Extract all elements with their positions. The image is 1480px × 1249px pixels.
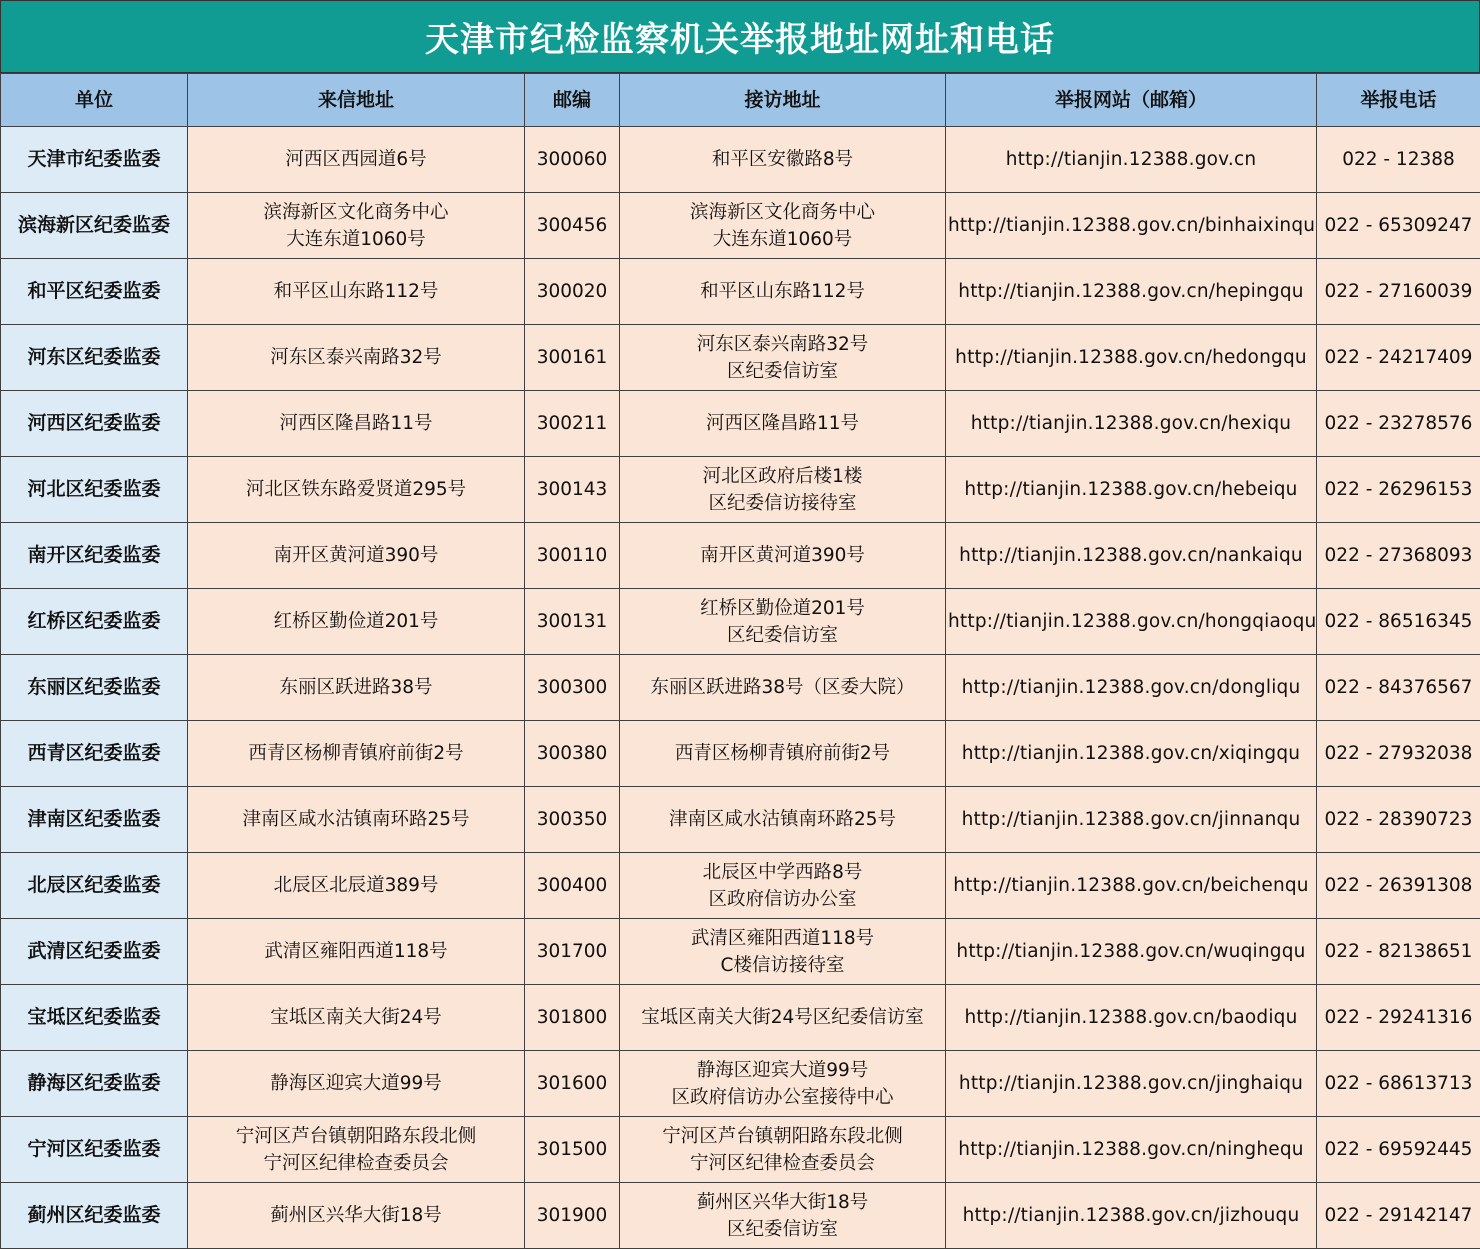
phone-cell: 022 - 65309247 — [1317, 193, 1480, 259]
postcode-cell: 300400 — [525, 853, 620, 919]
page-title: 天津市纪检监察机关举报地址网址和电话 — [0, 0, 1480, 73]
website-link[interactable]: http://tianjin.12388.gov.cn/baodiqu — [946, 985, 1317, 1051]
visit-address-cell: 南开区黄河道390号 — [620, 523, 946, 589]
postcode-cell: 300380 — [525, 721, 620, 787]
mail-address-cell: 东丽区跃进路38号 — [188, 655, 525, 721]
mail-address-cell: 西青区杨柳青镇府前街2号 — [188, 721, 525, 787]
mail-address-cell: 和平区山东路112号 — [188, 259, 525, 325]
postcode-cell: 300350 — [525, 787, 620, 853]
table-row — [1, 457, 1480, 523]
mail-address-cell: 北辰区北辰道389号 — [188, 853, 525, 919]
phone-cell: 022 - 27932038 — [1317, 721, 1480, 787]
postcode-cell: 300300 — [525, 655, 620, 721]
mail-address-cell: 南开区黄河道390号 — [188, 523, 525, 589]
website-link[interactable]: http://tianjin.12388.gov.cn/dongliqu — [946, 655, 1317, 721]
unit-cell: 天津市纪委监委 — [1, 127, 188, 193]
unit-cell: 河北区纪委监委 — [1, 457, 188, 523]
unit-cell: 宁河区纪委监委 — [1, 1117, 188, 1183]
table-row — [1, 1051, 1480, 1117]
visit-address-cell: 静海区迎宾大道99号 区政府信访办公室接待中心 — [620, 1051, 946, 1117]
visit-address-cell: 河西区隆昌路11号 — [620, 391, 946, 457]
mail-address-cell: 河北区铁东路爱贤道295号 — [188, 457, 525, 523]
phone-cell: 022 - 23278576 — [1317, 391, 1480, 457]
table-row — [1, 1117, 1480, 1183]
mail-address-cell: 宝坻区南关大街24号 — [188, 985, 525, 1051]
postcode-cell: 301500 — [525, 1117, 620, 1183]
postcode-cell: 301900 — [525, 1183, 620, 1249]
website-link[interactable]: http://tianjin.12388.gov.cn/wuqingqu — [946, 919, 1317, 985]
table-row — [1, 985, 1480, 1051]
column-header-website: 举报网站（邮箱） — [946, 74, 1317, 127]
unit-cell: 静海区纪委监委 — [1, 1051, 188, 1117]
table-row — [1, 127, 1480, 193]
visit-address-cell: 宁河区芦台镇朝阳路东段北侧 宁河区纪律检查委员会 — [620, 1117, 946, 1183]
mail-address-cell: 津南区咸水沽镇南环路25号 — [188, 787, 525, 853]
postcode-cell: 301600 — [525, 1051, 620, 1117]
column-header-phone: 举报电话 — [1317, 74, 1480, 127]
website-link[interactable]: http://tianjin.12388.gov.cn/jinnanqu — [946, 787, 1317, 853]
postcode-cell: 301700 — [525, 919, 620, 985]
unit-cell: 北辰区纪委监委 — [1, 853, 188, 919]
visit-address-cell: 北辰区中学西路8号 区政府信访办公室 — [620, 853, 946, 919]
website-link[interactable]: http://tianjin.12388.gov.cn/hedongqu — [946, 325, 1317, 391]
unit-cell: 河东区纪委监委 — [1, 325, 188, 391]
phone-cell: 022 - 26391308 — [1317, 853, 1480, 919]
visit-address-cell: 津南区咸水沽镇南环路25号 — [620, 787, 946, 853]
phone-cell: 022 - 82138651 — [1317, 919, 1480, 985]
column-header-mail-address: 来信地址 — [188, 74, 525, 127]
visit-address-cell: 宝坻区南关大街24号区纪委信访室 — [620, 985, 946, 1051]
table-row — [1, 193, 1480, 259]
website-link[interactable]: http://tianjin.12388.gov.cn/nankaiqu — [946, 523, 1317, 589]
phone-cell: 022 - 86516345 — [1317, 589, 1480, 655]
phone-cell: 022 - 29241316 — [1317, 985, 1480, 1051]
visit-address-cell: 和平区山东路112号 — [620, 259, 946, 325]
postcode-cell: 300131 — [525, 589, 620, 655]
postcode-cell: 300060 — [525, 127, 620, 193]
website-link[interactable]: http://tianjin.12388.gov.cn/hepingqu — [946, 259, 1317, 325]
unit-cell: 武清区纪委监委 — [1, 919, 188, 985]
mail-address-cell: 蓟州区兴华大街18号 — [188, 1183, 525, 1249]
column-header-unit: 单位 — [1, 74, 188, 127]
column-header-visit-address: 接访地址 — [620, 74, 946, 127]
table-row — [1, 919, 1480, 985]
postcode-cell: 300110 — [525, 523, 620, 589]
phone-cell: 022 - 27368093 — [1317, 523, 1480, 589]
website-link[interactable]: http://tianjin.12388.gov.cn/hexiqu — [946, 391, 1317, 457]
website-link[interactable]: http://tianjin.12388.gov.cn/binhaixinqu — [946, 193, 1317, 259]
phone-cell: 022 - 29142147 — [1317, 1183, 1480, 1249]
postcode-cell: 301800 — [525, 985, 620, 1051]
visit-address-cell: 和平区安徽路8号 — [620, 127, 946, 193]
website-link[interactable]: http://tianjin.12388.gov.cn/xiqingqu — [946, 721, 1317, 787]
unit-cell: 红桥区纪委监委 — [1, 589, 188, 655]
mail-address-cell: 滨海新区文化商务中心 大连东道1060号 — [188, 193, 525, 259]
table-row — [1, 589, 1480, 655]
phone-cell: 022 - 27160039 — [1317, 259, 1480, 325]
visit-address-cell: 滨海新区文化商务中心 大连东道1060号 — [620, 193, 946, 259]
postcode-cell: 300161 — [525, 325, 620, 391]
table-header-row — [1, 74, 1480, 127]
phone-cell: 022 - 68613713 — [1317, 1051, 1480, 1117]
report-contacts-table — [0, 73, 1480, 1249]
postcode-cell: 300020 — [525, 259, 620, 325]
postcode-cell: 300143 — [525, 457, 620, 523]
table-row — [1, 391, 1480, 457]
unit-cell: 和平区纪委监委 — [1, 259, 188, 325]
website-link[interactable]: http://tianjin.12388.gov.cn/hongqiaoqu — [946, 589, 1317, 655]
mail-address-cell: 河西区隆昌路11号 — [188, 391, 525, 457]
website-link[interactable]: http://tianjin.12388.gov.cn — [946, 127, 1317, 193]
visit-address-cell: 蓟州区兴华大街18号 区纪委信访室 — [620, 1183, 946, 1249]
mail-address-cell: 宁河区芦台镇朝阳路东段北侧 宁河区纪律检查委员会 — [188, 1117, 525, 1183]
table-body — [1, 127, 1480, 1249]
unit-cell: 滨海新区纪委监委 — [1, 193, 188, 259]
unit-cell: 东丽区纪委监委 — [1, 655, 188, 721]
postcode-cell: 300211 — [525, 391, 620, 457]
mail-address-cell: 静海区迎宾大道99号 — [188, 1051, 525, 1117]
mail-address-cell: 河西区西园道6号 — [188, 127, 525, 193]
website-link[interactable]: http://tianjin.12388.gov.cn/beichenqu — [946, 853, 1317, 919]
visit-address-cell: 东丽区跃进路38号（区委大院） — [620, 655, 946, 721]
phone-cell: 022 - 26296153 — [1317, 457, 1480, 523]
visit-address-cell: 红桥区勤俭道201号 区纪委信访室 — [620, 589, 946, 655]
table-row — [1, 787, 1480, 853]
table-row — [1, 259, 1480, 325]
website-link[interactable]: http://tianjin.12388.gov.cn/ninghequ — [946, 1117, 1317, 1183]
phone-cell: 022 - 84376567 — [1317, 655, 1480, 721]
visit-address-cell: 武清区雍阳西道118号 C楼信访接待室 — [620, 919, 946, 985]
phone-cell: 022 - 69592445 — [1317, 1117, 1480, 1183]
table-row — [1, 721, 1480, 787]
unit-cell: 南开区纪委监委 — [1, 523, 188, 589]
column-header-postcode: 邮编 — [525, 74, 620, 127]
website-link[interactable]: http://tianjin.12388.gov.cn/jizhouqu — [946, 1183, 1317, 1249]
visit-address-cell: 河北区政府后楼1楼 区纪委信访接待室 — [620, 457, 946, 523]
table-row — [1, 655, 1480, 721]
unit-cell: 河西区纪委监委 — [1, 391, 188, 457]
table-row — [1, 1183, 1480, 1249]
unit-cell: 宝坻区纪委监委 — [1, 985, 188, 1051]
visit-address-cell: 河东区泰兴南路32号 区纪委信访室 — [620, 325, 946, 391]
postcode-cell: 300456 — [525, 193, 620, 259]
phone-cell: 022 - 12388 — [1317, 127, 1480, 193]
website-link[interactable]: http://tianjin.12388.gov.cn/jinghaiqu — [946, 1051, 1317, 1117]
mail-address-cell: 红桥区勤俭道201号 — [188, 589, 525, 655]
unit-cell: 西青区纪委监委 — [1, 721, 188, 787]
table-row — [1, 853, 1480, 919]
table-row — [1, 523, 1480, 589]
phone-cell: 022 - 24217409 — [1317, 325, 1480, 391]
table-row — [1, 325, 1480, 391]
unit-cell: 津南区纪委监委 — [1, 787, 188, 853]
mail-address-cell: 武清区雍阳西道118号 — [188, 919, 525, 985]
website-link[interactable]: http://tianjin.12388.gov.cn/hebeiqu — [946, 457, 1317, 523]
visit-address-cell: 西青区杨柳青镇府前街2号 — [620, 721, 946, 787]
mail-address-cell: 河东区泰兴南路32号 — [188, 325, 525, 391]
unit-cell: 蓟州区纪委监委 — [1, 1183, 188, 1249]
phone-cell: 022 - 28390723 — [1317, 787, 1480, 853]
